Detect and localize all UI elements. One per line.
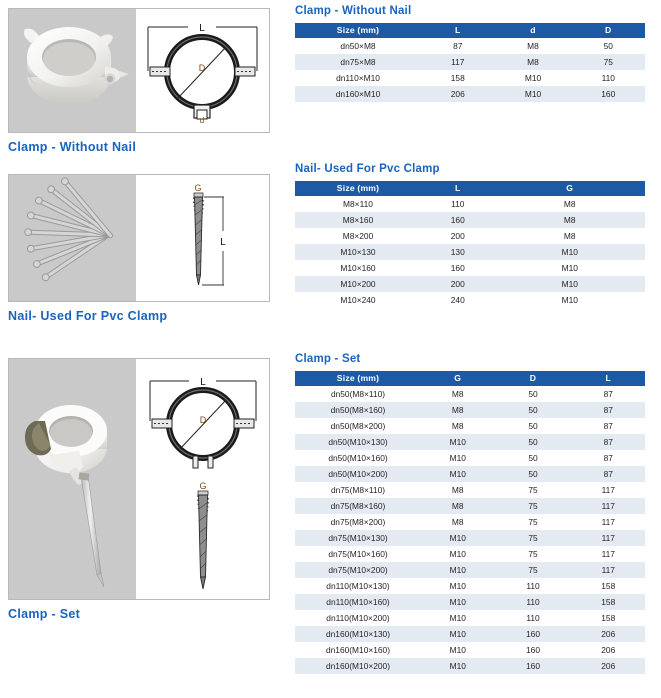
- cell-d-large: 110: [601, 73, 615, 83]
- column-header-d-large: D: [572, 23, 646, 38]
- cell-d: 110: [526, 581, 540, 591]
- nails-bundle-photo: [9, 175, 136, 301]
- cell-l: 87: [603, 453, 613, 463]
- cell-g: M10: [449, 597, 466, 607]
- cell-d-small: M8: [527, 57, 539, 67]
- cell-d: 50: [528, 453, 538, 463]
- nail-diagram: [136, 175, 269, 301]
- cell-d: 75: [528, 549, 538, 559]
- cell-l: 240: [450, 295, 465, 305]
- cell-l: 206: [601, 661, 616, 671]
- cell-size: dn110(M10×200): [326, 613, 390, 623]
- cell-l: 160: [450, 215, 465, 225]
- column-header-l: L: [421, 23, 495, 38]
- cell-d: 110: [526, 597, 540, 607]
- cell-g: M8: [451, 405, 464, 415]
- figure-frame-clamp-set: [8, 358, 270, 600]
- table-row: [295, 86, 645, 102]
- cell-d: 50: [528, 389, 538, 399]
- product-block-nail: [8, 174, 280, 323]
- cell-size: dn75(M8×160): [330, 501, 386, 511]
- cell-size: dn50(M8×200): [330, 421, 386, 431]
- table-row: [295, 402, 645, 418]
- cell-size: M10×160: [340, 263, 376, 273]
- figure-frame-clamp-without-nail: [8, 8, 270, 133]
- photo-pane-clamp-set: [9, 359, 136, 599]
- cell-g: M8: [563, 215, 576, 225]
- cell-g: M8: [451, 421, 464, 431]
- cell-size: dn75(M10×160): [328, 549, 388, 559]
- label-L: L: [220, 237, 226, 248]
- cell-l: 117: [601, 533, 615, 543]
- cell-size: M10×130: [340, 247, 376, 257]
- cell-size: dn160(M10×130): [325, 629, 391, 639]
- table-row: [295, 514, 645, 530]
- cell-g: M10: [561, 279, 578, 289]
- cell-size: dn75×M8: [340, 57, 376, 67]
- cell-d: 50: [528, 437, 538, 447]
- cell-d: 160: [526, 661, 540, 671]
- table-row: [295, 642, 645, 658]
- column-header-size: Size (mm): [295, 23, 421, 38]
- label-d: d: [199, 116, 205, 125]
- table-title-clamp-without-nail: Clamp - Without Nail: [295, 5, 412, 17]
- table-row: [295, 626, 645, 642]
- column-header-l: L: [421, 181, 495, 196]
- cell-g: M10: [449, 533, 466, 543]
- table-title-clamp-set: Clamp - Set: [295, 353, 361, 365]
- cell-d: 160: [526, 645, 540, 655]
- cell-size: dn50×M8: [340, 41, 376, 51]
- cell-l: 160: [450, 263, 465, 273]
- table-row: [295, 578, 645, 594]
- cell-size: dn50(M10×200): [328, 469, 388, 479]
- cell-g: M10: [561, 295, 578, 305]
- label-G: G: [199, 481, 207, 491]
- table-header-row: [295, 181, 645, 196]
- cell-d: 75: [528, 533, 538, 543]
- cell-size: dn110×M10: [336, 73, 380, 83]
- cell-l: 87: [603, 405, 613, 415]
- cell-d: 50: [528, 421, 538, 431]
- column-header-g: G: [421, 371, 495, 386]
- cell-d-large: 50: [603, 41, 613, 51]
- label-L: L: [200, 377, 206, 388]
- cell-d: 160: [526, 629, 540, 639]
- cell-l: 110: [451, 199, 465, 209]
- cell-size: dn75(M8×110): [330, 485, 386, 495]
- cell-d: 75: [528, 485, 538, 495]
- table-header-row: [295, 371, 645, 386]
- cell-size: dn50(M8×160): [330, 405, 386, 415]
- cell-d: 75: [528, 565, 538, 575]
- cell-size: dn50(M10×130): [328, 437, 388, 447]
- cell-l: 87: [603, 469, 613, 479]
- cell-size: M10×200: [340, 279, 376, 289]
- table-clamp-without-nail: [295, 23, 645, 102]
- cell-l: 206: [601, 629, 616, 639]
- cell-d: 50: [528, 405, 538, 415]
- table-row: [295, 466, 645, 482]
- cell-g: M10: [449, 453, 466, 463]
- product-caption-clamp-without-nail: Clamp - Without Nail: [8, 140, 137, 154]
- table-row: [295, 610, 645, 626]
- table-row: [295, 562, 645, 578]
- cell-d-small: M8: [527, 41, 539, 51]
- cell-g: M10: [449, 645, 466, 655]
- cell-size: M8×110: [343, 199, 373, 209]
- cell-g: M8: [451, 389, 464, 399]
- table-nail: [295, 181, 645, 308]
- table-row: [295, 530, 645, 546]
- cell-size: dn75(M10×130): [328, 533, 388, 543]
- cell-g: M10: [449, 661, 466, 671]
- table-clamp-set: [295, 371, 645, 674]
- cell-l: 87: [603, 421, 613, 431]
- table-row: [295, 244, 645, 260]
- photo-pane-pvc-clamp: [9, 9, 136, 132]
- table-row: [295, 38, 645, 54]
- table-row: [295, 434, 645, 450]
- cell-d-large: 160: [601, 89, 616, 99]
- cell-g: M10: [449, 437, 466, 447]
- table-row: [295, 386, 645, 402]
- table-header-row: [295, 23, 645, 38]
- cell-l: 117: [601, 549, 615, 559]
- column-header-l: L: [572, 371, 646, 386]
- table-row: [295, 228, 645, 244]
- cell-l: 158: [601, 597, 616, 607]
- cell-d-small: M10: [524, 73, 542, 83]
- table-row: [295, 260, 645, 276]
- cell-l: 117: [601, 501, 615, 511]
- cell-d: 50: [528, 469, 538, 479]
- column-header-d: D: [495, 371, 572, 386]
- clamp-set-diagram: [136, 359, 269, 599]
- column-header-size: Size (mm): [295, 181, 421, 196]
- cell-size: dn75(M8×200): [330, 517, 386, 527]
- column-header-size: Size (mm): [295, 371, 421, 386]
- cell-g: M10: [449, 629, 466, 639]
- table-row: [295, 196, 645, 212]
- spec-table-block-clamp-set: [295, 353, 645, 674]
- cell-d: 75: [528, 501, 538, 511]
- cell-l: 200: [450, 231, 465, 241]
- cell-l: 117: [601, 517, 615, 527]
- label-D: D: [199, 415, 207, 425]
- cell-size: M8×200: [342, 231, 374, 241]
- cell-d: 75: [528, 517, 538, 527]
- diagram-pane-clamp-set: [136, 359, 269, 599]
- cell-l: 87: [603, 389, 613, 399]
- cell-d-small: M10: [524, 89, 542, 99]
- cell-g: M8: [451, 517, 464, 527]
- product-caption-clamp-set: Clamp - Set: [8, 607, 81, 621]
- cell-g: M10: [449, 549, 466, 559]
- cell-l: 117: [451, 57, 465, 67]
- column-header-d-small: d: [495, 23, 572, 38]
- table-row: [295, 546, 645, 562]
- table-row: [295, 482, 645, 498]
- table-row: [295, 292, 645, 308]
- cell-l: 206: [450, 89, 465, 99]
- cell-l: 117: [601, 485, 615, 495]
- cell-l: 158: [450, 73, 465, 83]
- pvc-clamp-photo: [9, 9, 136, 132]
- cell-l: 87: [453, 41, 463, 51]
- cell-g: M10: [561, 263, 578, 273]
- photo-pane-nails: [9, 175, 136, 301]
- cell-l: 200: [450, 279, 465, 289]
- cell-d: 110: [526, 613, 540, 623]
- label-D: D: [198, 63, 206, 73]
- cell-g: M10: [449, 565, 466, 575]
- table-row: [295, 54, 645, 70]
- cell-g: M10: [449, 469, 466, 479]
- cell-size: dn75(M10×200): [328, 565, 388, 575]
- product-block-clamp-set: [8, 358, 280, 621]
- clamp-cross-section-diagram: [136, 9, 269, 132]
- cell-d-large: 75: [603, 57, 613, 67]
- spec-table-block-nail: [295, 163, 645, 308]
- cell-size: M10×240: [340, 295, 376, 305]
- cell-l: 158: [601, 581, 616, 591]
- label-G: G: [194, 183, 202, 193]
- figure-frame-nail: [8, 174, 270, 302]
- table-row: [295, 418, 645, 434]
- cell-l: 206: [601, 645, 616, 655]
- spec-table-block-clamp-without-nail: [295, 5, 645, 102]
- cell-size: dn160×M10: [335, 89, 381, 99]
- table-title-nail: Nail- Used For Pvc Clamp: [295, 163, 440, 175]
- label-L: L: [199, 23, 205, 34]
- cell-size: dn160(M10×160): [325, 645, 391, 655]
- table-row: [295, 70, 645, 86]
- diagram-pane-clamp-without-nail: [136, 9, 269, 132]
- table-row: [295, 450, 645, 466]
- cell-g: M8: [451, 485, 464, 495]
- product-caption-nail: Nail- Used For Pvc Clamp: [8, 309, 168, 323]
- diagram-pane-nail: [136, 175, 269, 301]
- table-row: [295, 658, 645, 674]
- cell-size: dn160(M10×200): [325, 661, 391, 671]
- table-row: [295, 498, 645, 514]
- table-row: [295, 212, 645, 228]
- cell-g: M10: [561, 247, 578, 257]
- cell-size: dn50(M10×160): [328, 453, 388, 463]
- cell-l: 117: [601, 565, 615, 575]
- clamp-with-nail-photo: [9, 359, 136, 599]
- cell-g: M10: [449, 613, 466, 623]
- cell-size: dn110(M10×130): [326, 581, 390, 591]
- product-block-clamp-without-nail: [8, 8, 280, 154]
- cell-size: M8×160: [342, 215, 374, 225]
- cell-g: M10: [449, 581, 466, 591]
- cell-size: dn110(M10×160): [326, 597, 390, 607]
- table-row: [295, 594, 645, 610]
- cell-g: M8: [563, 199, 576, 209]
- cell-l: 158: [601, 613, 616, 623]
- cell-l: 130: [450, 247, 465, 257]
- cell-g: M8: [563, 231, 576, 241]
- cell-g: M8: [451, 501, 464, 511]
- table-row: [295, 276, 645, 292]
- cell-l: 87: [603, 437, 613, 447]
- column-header-g: G: [495, 181, 646, 196]
- cell-size: dn50(M8×110): [330, 389, 386, 399]
